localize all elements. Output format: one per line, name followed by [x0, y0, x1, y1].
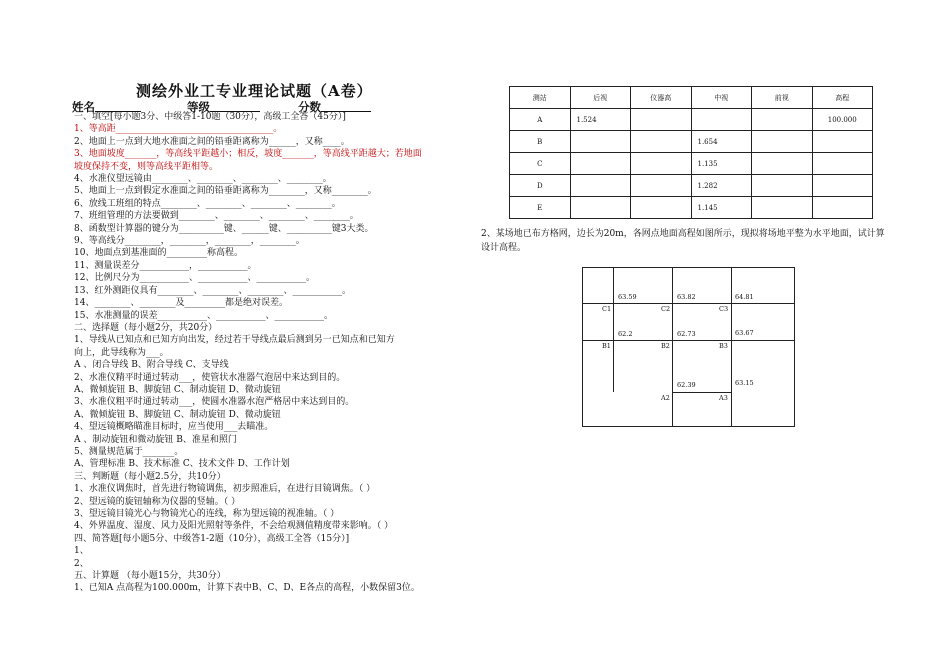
question-line: 8、函数型计算器的键分为__________键、______键、__________键3大类。 — [74, 223, 374, 234]
question-line: 2、水准仪精平时通过转动___，使管状水准器气泡居中来达到目的。 — [74, 372, 346, 383]
question-line: A 、制动旋钮和微动旋钮 B、准星和照门 — [74, 434, 237, 445]
grid-line — [672, 268, 673, 426]
grid-node-label: B2 — [661, 342, 670, 350]
grid-node-label: A3 — [719, 394, 728, 402]
grid-node-label: C1 — [602, 305, 612, 313]
leveling-table — [509, 86, 873, 219]
grid-height-label: 62.73 — [677, 330, 696, 338]
instrument-height-cell — [631, 175, 692, 197]
table-header-cell: 高程 — [812, 87, 873, 109]
foresight-cell — [752, 153, 813, 175]
question-line: 1、导线从已知点和已知方向出发，经过若干导线点最后测到另一已知点和已知方 — [74, 335, 395, 346]
table-row — [510, 197, 873, 219]
grid-height-label: 63.67 — [735, 329, 754, 337]
table-row — [510, 175, 873, 197]
question-line: 15、水准测量的误差___________、___________、___________。 — [74, 310, 333, 321]
question-line: 3、地面坡度_______，等高线平距越小；相反，坡度_______，等高线平距越大；若地面 — [74, 149, 422, 160]
table-row — [510, 131, 873, 153]
station-cell: E — [510, 197, 571, 219]
table-header-row — [510, 87, 873, 109]
score-label: 分数 — [298, 100, 322, 114]
grid-height-label: 63.15 — [735, 379, 754, 387]
grid-node-label: C2 — [661, 305, 671, 313]
backsight-cell — [570, 153, 631, 175]
station-cell: C — [510, 153, 571, 175]
foresight-cell — [752, 109, 813, 131]
question-line: 2、地面上一点到大地水准面之间的铅垂距离称为______，又称____。 — [74, 136, 350, 147]
grid-line — [672, 392, 731, 393]
grid-height-label: 62.39 — [677, 381, 696, 389]
table-header-cell: 中视 — [691, 87, 752, 109]
grid-height-label: 64.81 — [735, 293, 754, 301]
question-line: 12、比例尺分为___________、___________、___________。 — [74, 273, 315, 284]
table-header-cell: 测站 — [510, 87, 571, 109]
station-cell: D — [510, 175, 571, 197]
question-line: A、微倾旋钮 B、脚旋钮 C、制动旋钮 D、微动旋钮 — [74, 409, 281, 420]
intermediate-cell — [691, 109, 752, 131]
question-line: 3、水准仪粗平时通过转动___，使圆水准器水泡严格居中来达到目的。 — [74, 397, 355, 408]
instrument-height-cell — [631, 109, 692, 131]
grid-line — [583, 303, 794, 304]
grid-node-label: A2 — [661, 394, 670, 402]
question-line: 2、望远镜的旋钮轴称为仪器的竖轴。（ ） — [74, 496, 241, 507]
question-line: 4、望远镜概略瞄准目标时，应当使用___去瞄准。 — [74, 422, 274, 433]
question-lines — [74, 111, 474, 595]
question-line: 1、 — [74, 546, 89, 557]
intermediate-cell: 1.654 — [691, 131, 752, 153]
question-line: 4、水准仪望远镜由________、________、________、________。 — [74, 174, 332, 185]
grid-height-label: 62.2 — [618, 330, 633, 338]
instrument-height-cell — [631, 131, 692, 153]
question-line: 5、测量规范属于_______。 — [74, 446, 184, 457]
table-row — [510, 109, 873, 131]
question-line: 10、地面点到基准面的_________称高程。 — [74, 248, 243, 259]
grid-node-label: C3 — [719, 305, 729, 313]
station-cell: B — [510, 131, 571, 153]
elevation-cell — [812, 197, 873, 219]
elevation-cell — [812, 175, 873, 197]
question-line: 7、班组管理的方法要做到________、________、________、________。 — [74, 211, 359, 222]
question-line: 3、望远镜目镜光心与物镜光心的连线，称为望远镜的视准轴。（ ） — [74, 509, 340, 519]
question-line: 1、等高距___________________________________。 — [74, 124, 283, 135]
table-header-cell: 仪器高 — [631, 87, 692, 109]
question-line: 11、测量误差分___________，___________。 — [74, 260, 257, 271]
grid-line — [731, 268, 732, 426]
backsight-cell: 1.524 — [570, 109, 631, 131]
question-line: 13、红外测距仪具有________、________、________、___________。 — [74, 285, 351, 296]
grid-node-label: B3 — [719, 342, 728, 350]
intermediate-cell: 1.282 — [691, 175, 752, 197]
grid-node-label: B1 — [602, 342, 611, 350]
question-line: 1、已知A 点高程为100.000m，计算下表中B、C、D、E各点的高程，小数保留3位。 — [74, 583, 420, 594]
backsight-cell — [570, 131, 631, 153]
foresight-cell — [752, 175, 813, 197]
intermediate-cell: 1.145 — [691, 197, 752, 219]
question-line: 9、等高线分________，________，________，________。 — [74, 236, 305, 247]
grid-figure — [582, 267, 795, 427]
foresight-cell — [752, 197, 813, 219]
question-line: 5、地面上一点到假定水准面之间的铅垂距离称为________，又称________。 — [74, 186, 377, 197]
backsight-cell — [570, 175, 631, 197]
grid-line — [583, 340, 794, 341]
question-line: A、微倾旋钮 B、脚旋钮 C、制动旋钮 D、微动旋钮 — [74, 384, 281, 395]
instrument-height-cell — [631, 197, 692, 219]
question-line: 6、放线工班组的特点________、________、________、________。 — [74, 198, 341, 209]
question-line: 14、________、________及_________都是绝对误差。 — [74, 298, 288, 309]
backsight-cell — [570, 197, 631, 219]
question-line: A、管理标准 B、技术标准 C、技术文件 D、工作计划 — [74, 459, 290, 470]
grid-line — [613, 268, 614, 392]
question-line: 坡度保持不变，则等高线平距相等。 — [74, 161, 219, 172]
name-label: 姓名 — [72, 100, 95, 114]
instrument-height-cell — [631, 153, 692, 175]
question-line: 三、判断题（每小题2.5分，共10分） — [74, 471, 226, 482]
question-line: A 、闭合导线 B、附合导线 C、支导线 — [74, 360, 229, 371]
question-line: 四、简答题[每小题5分、中级答1-2题（10分），高级工全答（15分）] — [74, 533, 350, 544]
table-row — [510, 153, 873, 175]
question-line: 1、水准仪调焦时，首先进行物镜调焦，初步照准后，在进行目镜调焦。（ ） — [74, 484, 376, 495]
table-header-cell: 前视 — [752, 87, 813, 109]
grid-height-label: 63.59 — [618, 293, 637, 301]
question-line: 4、外界温度、湿度、风力及阳光照射等条件，不会给观测值精度带来影响。（ ） — [74, 521, 394, 532]
question-line: 二、选择题（每小题2分，共20分） — [74, 322, 218, 333]
elevation-cell: 100.000 — [812, 109, 873, 131]
foresight-cell — [752, 131, 813, 153]
elevation-cell — [812, 131, 873, 153]
question-line: 一、填空[每小题3分、中级答1-10题（30分），高级工全答（45分）] — [74, 112, 346, 122]
station-cell: A — [510, 109, 571, 131]
grid-height-label: 63.82 — [677, 293, 696, 301]
question-line: 五、计算题 （每小题15分，共30分） — [74, 571, 226, 582]
elevation-cell — [812, 153, 873, 175]
question-line: 2、 — [74, 558, 89, 569]
question-2-text: 2、某场地已布方格网，边长为20m，各网点地面高程如图所示，现拟将场地平整为水平地面，试计算设计高程。 — [481, 229, 885, 253]
table-header-cell: 后视 — [570, 87, 631, 109]
intermediate-cell: 1.135 — [691, 153, 752, 175]
grade-label: 等级 — [187, 100, 211, 114]
exam-title: 测绘外业工专业理论试题（A卷） — [136, 82, 373, 100]
question-line: 向上，此导线称为___。 — [74, 347, 169, 358]
